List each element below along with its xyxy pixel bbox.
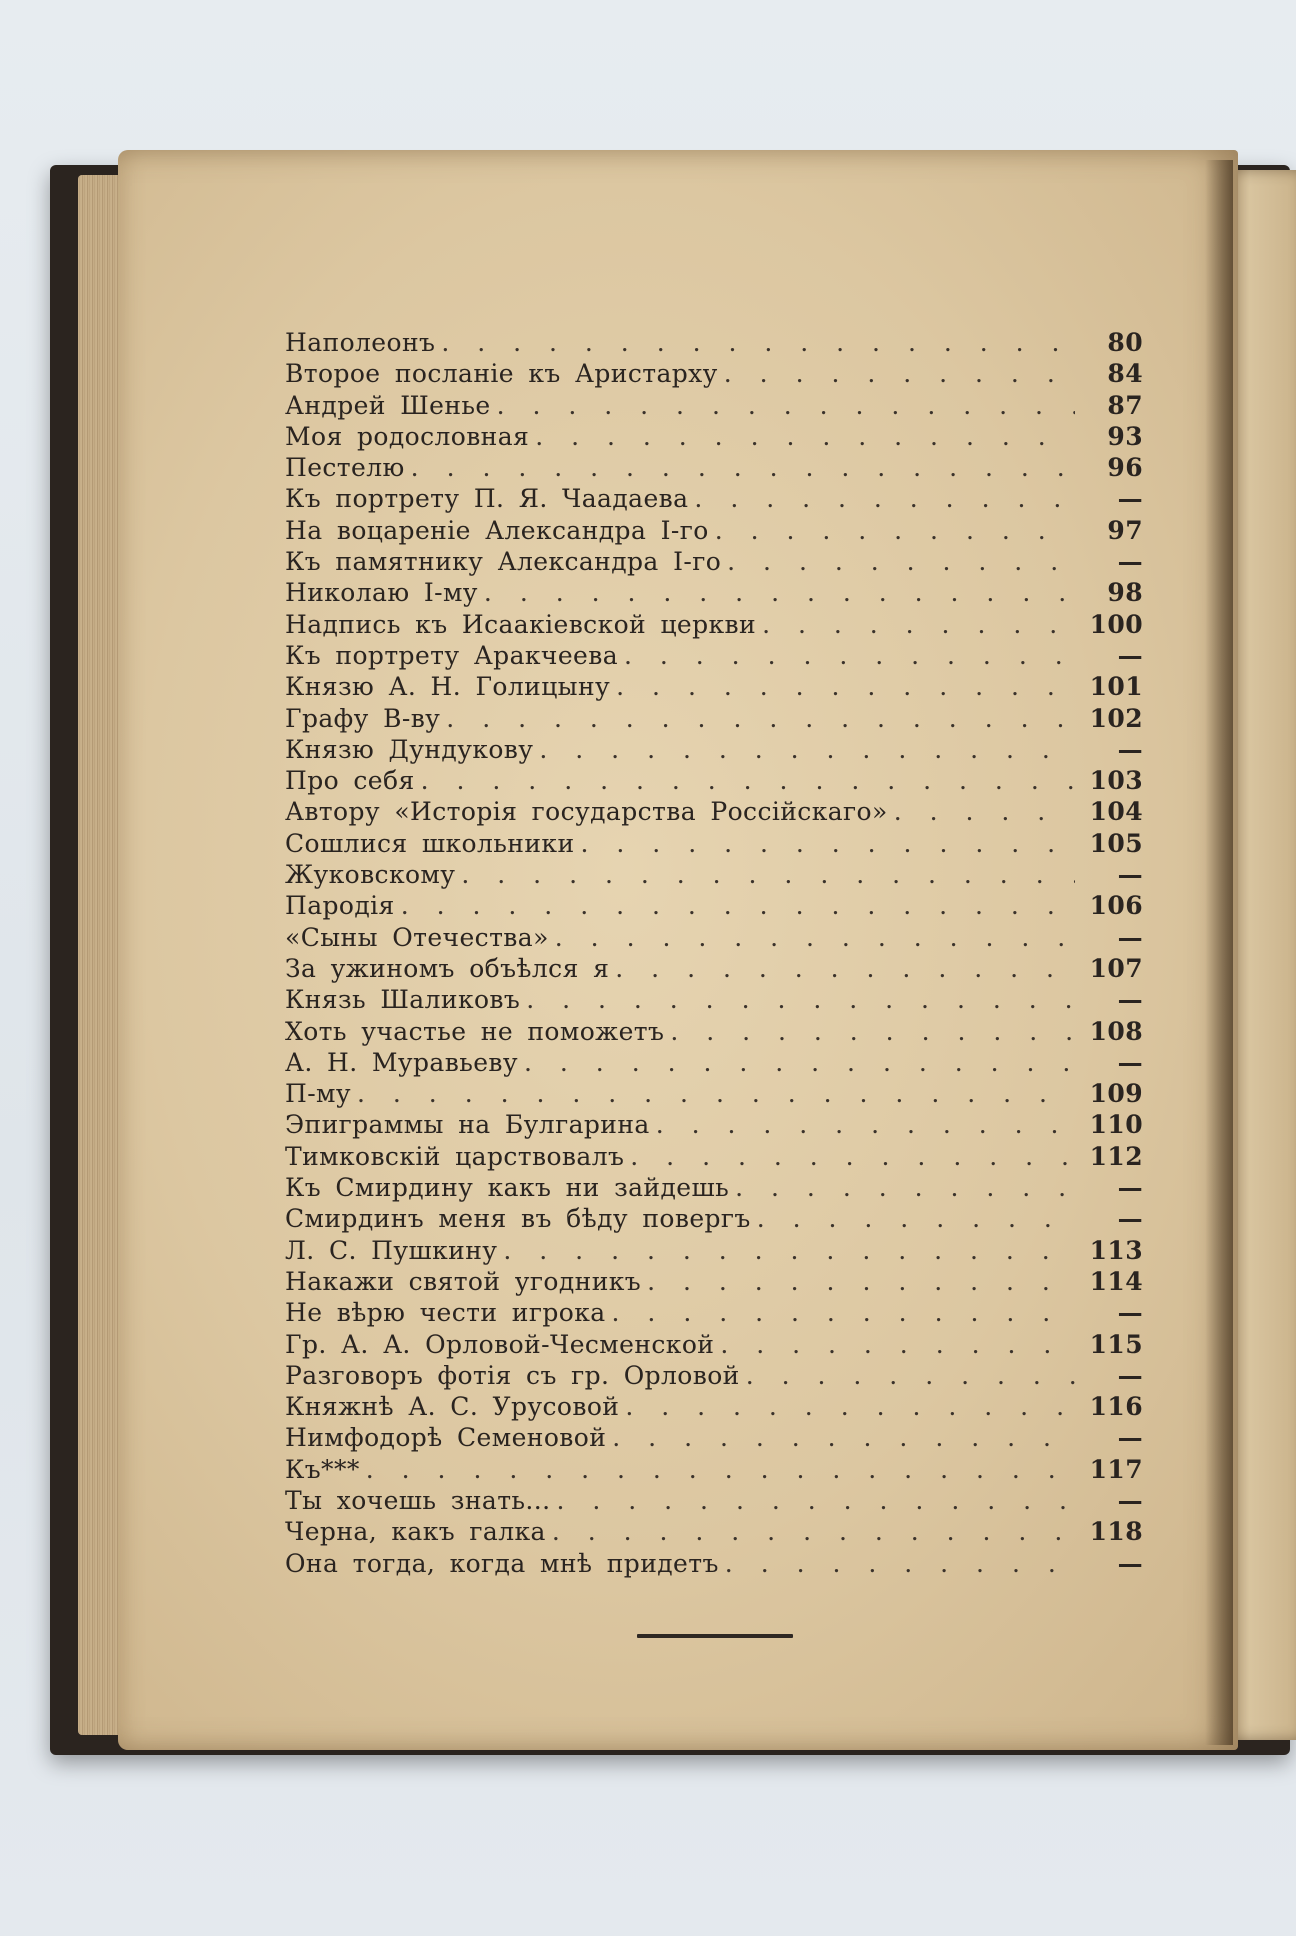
dot-leader <box>552 1516 1075 1547</box>
toc-entry-page: 87 <box>1107 390 1143 420</box>
dot-leader <box>757 1203 1075 1234</box>
toc-entry-title: Гр. А. А. Орловой-Чесменской <box>285 1329 715 1359</box>
toc-entry-page: — <box>1117 640 1143 670</box>
toc-entry <box>285 358 1143 389</box>
dot-leader <box>616 671 1075 702</box>
toc-entry-title: Пестелю <box>285 453 405 483</box>
toc-entry-page: 108 <box>1089 1016 1143 1046</box>
toc-entry <box>285 671 1143 702</box>
toc-entry-title: Второе посланіе къ Аристарху <box>285 359 718 389</box>
toc-entry <box>285 327 1143 358</box>
toc-entry-title: За ужиномъ объѣлся я <box>285 953 610 983</box>
dot-leader <box>894 796 1075 827</box>
toc-entry-title: П-му <box>285 1079 352 1109</box>
dot-leader <box>484 577 1075 608</box>
dot-leader <box>535 421 1075 452</box>
toc-entry-title: Тимковскій царствовалъ <box>285 1141 625 1171</box>
toc-entry <box>285 765 1143 796</box>
toc-entry <box>285 859 1143 890</box>
dot-leader <box>446 703 1075 734</box>
toc-entry-page: — <box>1117 922 1143 952</box>
toc-entry <box>285 796 1143 827</box>
dot-leader <box>647 1266 1075 1297</box>
toc-entry-title: Къ памятнику Александра І-го <box>285 547 722 577</box>
dot-leader <box>715 515 1075 546</box>
toc-entry-title: Про себя <box>285 766 415 796</box>
dot-leader <box>401 890 1075 921</box>
toc-entry <box>285 922 1143 953</box>
toc-entry <box>285 577 1143 608</box>
toc-entry <box>285 703 1143 734</box>
toc-entry-title: Автору «Исторія государства Россійскаго» <box>285 797 888 827</box>
toc-entry-page: — <box>1117 1360 1143 1390</box>
dot-leader <box>357 1078 1075 1109</box>
toc-entry-title: Къ Смирдину какъ ни зайдешь <box>285 1173 730 1203</box>
toc-entry-title: Къ портрету П. Я. Чаадаева <box>285 484 689 514</box>
toc-entry <box>285 984 1143 1015</box>
toc-entry-title: Къ портрету Аракчеева <box>285 640 618 670</box>
toc-entry-page: 104 <box>1089 797 1143 827</box>
dot-leader <box>461 859 1075 890</box>
toc-entry-page: — <box>1117 484 1143 514</box>
toc-entry-page: 84 <box>1107 359 1143 389</box>
toc-entry <box>285 1078 1143 1109</box>
toc-entry-page: 115 <box>1089 1329 1143 1359</box>
dot-leader <box>724 358 1075 389</box>
dot-leader <box>624 640 1075 671</box>
toc-entry-page: — <box>1117 860 1143 890</box>
dot-leader <box>727 546 1075 577</box>
toc-entry-title: Княжнѣ А. С. Урусовой <box>285 1392 620 1422</box>
toc-entry <box>285 1235 1143 1266</box>
dot-leader <box>612 1422 1075 1453</box>
toc-entry-title: Накажи святой угодникъ <box>285 1266 642 1296</box>
toc-entry-page: 102 <box>1089 703 1143 733</box>
toc-entry-page: 109 <box>1089 1079 1143 1109</box>
toc-entry-title: Пародія <box>285 891 395 921</box>
toc-entry <box>285 421 1143 452</box>
toc-entry-title: Эпиграммы на Булгарина <box>285 1110 650 1140</box>
toc-entry-page: 106 <box>1089 891 1143 921</box>
toc-entry-title: Князю А. Н. Голицыну <box>285 672 611 702</box>
toc-entry <box>285 828 1143 859</box>
toc-entry <box>285 640 1143 671</box>
toc-entry-title: Не вѣрю чести игрока <box>285 1298 606 1328</box>
end-rule <box>637 1634 793 1638</box>
dot-leader <box>746 1360 1075 1391</box>
toc-entry-page: 105 <box>1089 828 1143 858</box>
toc-entry-title: Л. С. Пушкину <box>285 1235 498 1265</box>
toc-entry <box>285 1548 1143 1579</box>
toc-entry-page: 114 <box>1089 1266 1143 1296</box>
toc-entry-title: Нимфодорѣ Семеновой <box>285 1423 607 1453</box>
dot-leader <box>555 922 1075 953</box>
toc-entry-title: А. Н. Муравьеву <box>285 1047 519 1077</box>
dot-leader <box>441 327 1075 358</box>
toc-entry <box>285 1485 1143 1516</box>
toc-entry-page: 118 <box>1089 1517 1143 1547</box>
toc-entry <box>285 1016 1143 1047</box>
toc-entry <box>285 890 1143 921</box>
dot-leader <box>720 1329 1075 1360</box>
toc-entry <box>285 953 1143 984</box>
dot-leader <box>612 1297 1075 1328</box>
toc-entry <box>285 1360 1143 1391</box>
toc-entry <box>285 1172 1143 1203</box>
toc-entry <box>285 609 1143 640</box>
dot-leader <box>656 1109 1075 1140</box>
toc-entry <box>285 1391 1143 1422</box>
toc-entry-title: Черна, какъ галка <box>285 1517 546 1547</box>
toc-entry-title: Хоть участье не поможетъ <box>285 1016 665 1046</box>
toc-entry <box>285 1266 1143 1297</box>
table-of-contents <box>285 327 1143 1579</box>
toc-entry <box>285 1422 1143 1453</box>
toc-entry <box>285 1141 1143 1172</box>
toc-entry-page: — <box>1117 1548 1143 1578</box>
toc-entry-page: 113 <box>1089 1235 1143 1265</box>
toc-entry-page: 80 <box>1107 328 1143 357</box>
dot-leader <box>526 984 1075 1015</box>
toc-entry-page: 93 <box>1107 421 1143 451</box>
toc-entry <box>285 546 1143 577</box>
dot-leader <box>581 828 1075 859</box>
toc-entry-page: 100 <box>1089 609 1143 639</box>
toc-entry <box>285 390 1143 421</box>
toc-entry-title: Она тогда, когда мнѣ придетъ <box>285 1548 719 1578</box>
toc-entry-title: Жуковскому <box>285 860 456 890</box>
toc-entry <box>285 1454 1143 1485</box>
toc-entry-title: Моя родословная <box>285 421 530 451</box>
toc-entry-page: 97 <box>1107 515 1143 545</box>
toc-entry-page: — <box>1117 985 1143 1015</box>
dot-leader <box>694 483 1075 514</box>
toc-entry <box>285 1516 1143 1547</box>
toc-entry-page: 96 <box>1107 453 1143 483</box>
toc-entry-title: Андрей Шенье <box>285 390 491 420</box>
dot-leader <box>524 1047 1075 1078</box>
toc-entry-title: Николаю І-му <box>285 578 478 608</box>
toc-entry-page: 112 <box>1089 1141 1143 1171</box>
dot-leader <box>421 765 1075 796</box>
dot-leader <box>762 609 1075 640</box>
toc-entry <box>285 452 1143 483</box>
toc-entry <box>285 1109 1143 1140</box>
toc-entry-title: Къ*** <box>285 1454 360 1484</box>
toc-entry-page: 103 <box>1089 766 1143 796</box>
dot-leader <box>615 953 1075 984</box>
toc-entry-title: Князь Шаликовъ <box>285 985 521 1015</box>
toc-entry-page: — <box>1117 1423 1143 1453</box>
dot-leader <box>411 452 1075 483</box>
dot-leader <box>497 390 1075 421</box>
toc-entry-title: Смирдинъ меня въ бѣду повергъ <box>285 1204 751 1234</box>
toc-entry-title: «Сыны Отечества» <box>285 922 549 952</box>
dot-leader <box>630 1141 1075 1172</box>
toc-entry-title: Сошлися школьники <box>285 828 575 858</box>
toc-entry <box>285 483 1143 514</box>
toc-entry-page: — <box>1117 1298 1143 1328</box>
toc-entry-page: 101 <box>1089 672 1143 702</box>
toc-entry <box>285 734 1143 765</box>
dot-leader <box>725 1548 1075 1579</box>
toc-entry <box>285 1297 1143 1328</box>
toc-entry-page: — <box>1117 1173 1143 1203</box>
dot-leader <box>539 734 1075 765</box>
toc-entry-page: 107 <box>1089 953 1143 983</box>
toc-entry <box>285 515 1143 546</box>
dot-leader <box>556 1485 1075 1516</box>
toc-entry-page: 98 <box>1107 578 1143 608</box>
dot-leader <box>366 1454 1075 1485</box>
toc-entry <box>285 1329 1143 1360</box>
dot-leader <box>625 1391 1075 1422</box>
toc-entry-page: 117 <box>1089 1454 1143 1484</box>
toc-entry-title: Князю Дундукову <box>285 734 534 764</box>
dot-leader <box>670 1016 1075 1047</box>
toc-entry-title: Графу В-ву <box>285 703 441 733</box>
toc-entry-page: 116 <box>1089 1392 1143 1422</box>
dot-leader <box>735 1172 1075 1203</box>
toc-entry-page: 110 <box>1089 1110 1143 1140</box>
toc-entry-page: — <box>1117 1047 1143 1077</box>
toc-entry <box>285 1203 1143 1234</box>
toc-entry-title: Надпись къ Исаакіевской церкви <box>285 609 757 639</box>
toc-entry-title: На воцареніе Александра І-го <box>285 515 709 545</box>
toc-entry-title: Наполеонъ <box>285 328 436 357</box>
toc-entry-page: — <box>1117 1485 1143 1515</box>
toc-entry-page: — <box>1117 734 1143 764</box>
toc-entry-page: — <box>1117 547 1143 577</box>
toc-entry-title: Ты хочешь знать... <box>285 1485 551 1515</box>
toc-entry <box>285 1047 1143 1078</box>
spine-shadow <box>1205 160 1233 1745</box>
dot-leader <box>503 1235 1075 1266</box>
toc-entry-title: Разговоръ фотія съ гр. Орловой <box>285 1360 740 1390</box>
toc-entry-page: — <box>1117 1204 1143 1234</box>
